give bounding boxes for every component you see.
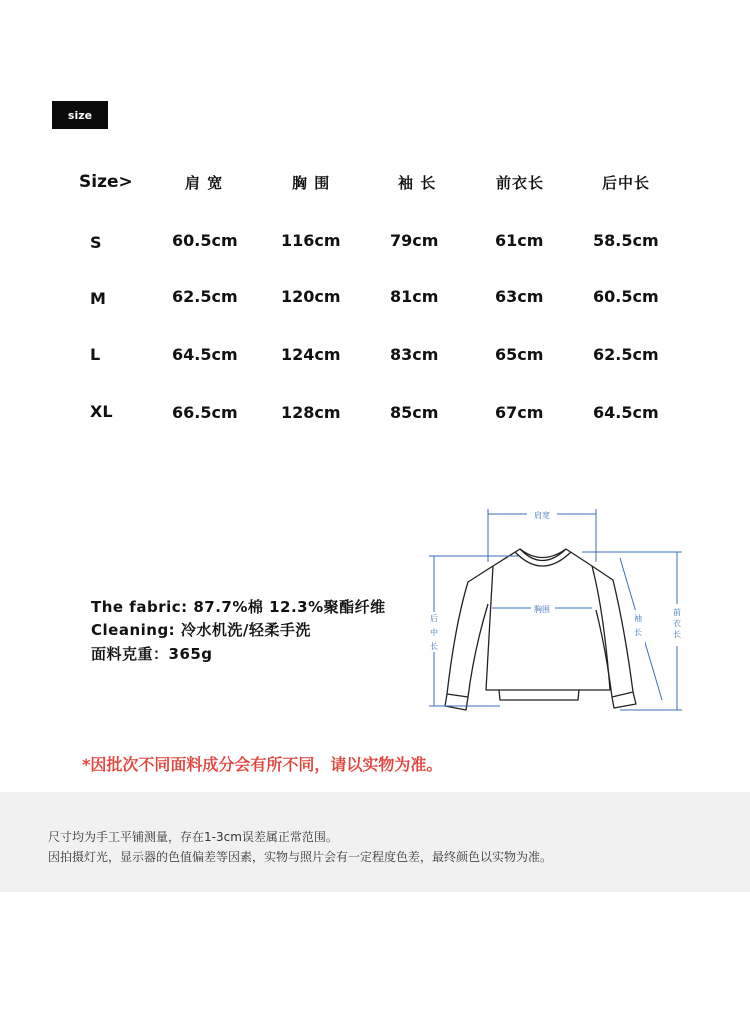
table-cell: 58.5cm	[593, 231, 659, 250]
front-length-label: 前衣长	[672, 608, 682, 641]
header-front-length: 前衣长	[496, 174, 545, 192]
row-size-label: M	[90, 289, 106, 308]
fabric-weight: 面料克重：365g	[91, 645, 213, 663]
chest-label: 胸围	[534, 605, 550, 614]
cleaning-instructions: Cleaning: 冷水机洗/轻柔手洗	[91, 621, 311, 639]
row-size-label: S	[90, 233, 102, 252]
header-chest: 胸 围	[292, 174, 331, 192]
table-corner-label: Size>	[79, 172, 133, 192]
row-size-label: XL	[90, 402, 113, 421]
table-cell: 83cm	[390, 345, 439, 364]
table-cell: 128cm	[281, 403, 341, 422]
header-back-length: 后中长	[602, 174, 651, 192]
table-cell: 62.5cm	[172, 287, 238, 306]
header-shoulder: 肩 宽	[185, 174, 224, 192]
table-cell: 64.5cm	[172, 345, 238, 364]
size-badge: size	[52, 101, 108, 129]
shoulder-label: 肩宽	[534, 511, 550, 520]
row-size-label: L	[90, 345, 101, 364]
header-sleeve: 袖 长	[398, 174, 437, 192]
table-cell: 61cm	[495, 231, 544, 250]
table-cell: 85cm	[390, 403, 439, 422]
batch-variation-note: *因批次不同面料成分会有所不同，请以实物为准。	[82, 755, 443, 774]
back-length-label: 后中长	[429, 614, 439, 656]
table-cell: 120cm	[281, 287, 341, 306]
table-cell: 79cm	[390, 231, 439, 250]
table-cell: 124cm	[281, 345, 341, 364]
table-cell: 81cm	[390, 287, 439, 306]
measurement-disclaimer: 尺寸均为手工平铺测量，存在1-3cm误差属正常范围。	[48, 830, 338, 844]
table-cell: 62.5cm	[593, 345, 659, 364]
table-cell: 65cm	[495, 345, 544, 364]
sleeve-label: 袖长	[633, 614, 643, 642]
sweatshirt-diagram	[425, 503, 685, 718]
table-cell: 60.5cm	[593, 287, 659, 306]
color-disclaimer: 因拍摄灯光，显示器的色值偏差等因素，实物与照片会有一定程度色差，最终颜色以实物为准。	[48, 850, 553, 864]
table-cell: 67cm	[495, 403, 544, 422]
table-cell: 116cm	[281, 231, 341, 250]
sweatshirt-outline	[445, 549, 636, 710]
table-cell: 60.5cm	[172, 231, 238, 250]
table-cell: 64.5cm	[593, 403, 659, 422]
fabric-composition: The fabric: 87.7%棉 12.3%聚酯纤维	[91, 598, 386, 616]
table-cell: 66.5cm	[172, 403, 238, 422]
table-cell: 63cm	[495, 287, 544, 306]
